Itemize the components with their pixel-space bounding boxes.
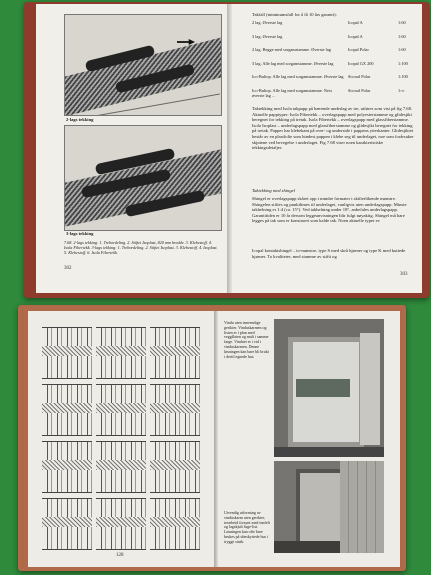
construction-detail-drawing [150, 441, 200, 493]
construction-drawing-row [42, 325, 204, 383]
caption-window-exterior: Utvendig utforming av vinduskarm uten gerikter, trearbeid forsynt med innfelt og lagskjult fuge-list. Løsningen kan ofte bare brukes på ubeskyttede hus i trygge strøk. [224, 511, 270, 544]
row-gradient: 1:∞ [398, 87, 405, 93]
row-description: 3 lag. Øverste lag [252, 33, 283, 39]
row-description: Ico-Bultop. Alle lag med sorgamstamme. Øverste lag [252, 74, 344, 79]
gradient-table [252, 20, 414, 102]
caption-window-interior: Vindu uten innvendige gerikter. Vinduskarmen og listen er i plan med veggflaten og malt i samme farge. Vinduet er i vid i vinduskarmen. Denne løsningen kan bare bli brukt i dertil egnede hus. [224, 321, 269, 359]
paragraph-1: Taktekking med Isola takpapp på bærende underlag av tre, utføres som vist på fig 7.68. Aktuelle papptyper: Isola Fibertekk – overlagspapp med polyesterstamme og glidesjikt beregnet for tekking på tretak. Isola Fibertekk – overlagspapp med glassfiberstamme. Isola Isoplast – underlagspapp med glassfiberstamme og glidesjikt beregnet for tekking på tretak. Papper har klebekant på over- og underside i pappens ytterkanter. Glidesjiktet består av en plastfolie som bindest pappen i klebe seg til underlaget, noe som forårsaker skjøtene ved bevegelse i underlaget. Fig 7.68 viser noen karakteristiske tekkingsdetaljer. [252, 106, 414, 151]
construction-detail-drawing [150, 498, 200, 550]
page-number-302: 302 [64, 266, 72, 271]
window-interior-photo [274, 319, 384, 457]
row-gradient: 1:100 [398, 60, 408, 66]
construction-drawing-row [42, 439, 204, 497]
page-number-303: 303 [400, 272, 408, 277]
construction-detail-drawing [42, 327, 92, 379]
row-description: 2 lag. Begge med sorgamstamme. Øverste lag [252, 47, 331, 52]
gradient-table-row [252, 61, 414, 74]
two-layer-caption: 2-lags tekking [66, 117, 94, 122]
bottom-book [18, 305, 406, 571]
construction-detail-drawing [42, 498, 92, 550]
row-product: Icopal GX 200 [348, 60, 374, 66]
row-product: Sicoral Polar [348, 87, 371, 93]
construction-detail-drawing [96, 498, 146, 550]
three-layer-caption: 3-lags tekking [66, 231, 94, 236]
page-number-128: 128 [116, 553, 124, 558]
gradient-table-row [252, 88, 414, 101]
row-description: Ico-Bultop. Alle lag med sorgamstamme. Nest øverste lag ... [252, 87, 332, 98]
row-product: Icopal A [348, 20, 363, 25]
construction-detail-drawing [96, 384, 146, 436]
row-product: Icopal A [348, 33, 363, 39]
wall-construction-drawings [42, 325, 204, 557]
row-gradient: 1:60 [398, 20, 406, 25]
paragraph-2: Shingel er overlagspapp skåret opp i mindre formater i skifterlikende mønstre. Shingelen stiftes og punktlimes til underlaget, vanligvis uten underlagspapp. Minste takhelning er 1:4 (ca. 15°). Ved takhelning under 18°, anbefales underlagspapp. Garantitiden er 10 år dersom leggeanvisningen blir fulgt nøyaktig. Shingel må bare legges på tak som er konstruert som kalde tak. Noen aktuelle typer er: [252, 196, 407, 224]
figure-caption: 7.68. 2-lags tekking: 1. Trebordeling. 2. Stiftet Isoplast, 820 mm bredde. 3. Klebestoff. 4. Isola Fibertekk. 3-lags tekking: 1. Trebordeling. 2. Stiftet Isoplast. 3. Klebestoff. 4. Isoplast. 5. Klebestoff. 6. Isola Fibertekk. [64, 240, 218, 255]
row-description: 2 lag. Øverste lag [252, 20, 283, 25]
row-gradient: 1:100 [398, 74, 408, 79]
three-layer-roofing-illustration [64, 125, 222, 231]
gradient-table-header: Takfall (minimumsfall for å få 10 års garanti): [252, 12, 337, 17]
construction-detail-drawing [96, 441, 146, 493]
construction-detail-drawing [150, 327, 200, 379]
gradient-table-row [252, 74, 414, 87]
window-exterior-photo [274, 461, 384, 553]
paragraph-3: Icopal kontaktshingel – to-mønstre, type S med skrå hjørner og type K med kuttede hjørner. To kvaliteter, med stamme av stiftt og [252, 248, 406, 259]
construction-drawing-row [42, 496, 204, 554]
row-description: 3 lag. Alle lag med sorgamstamme. Øverste lag [252, 60, 334, 66]
top-right-page [232, 4, 422, 293]
row-product: Icopal Polar [348, 47, 369, 52]
construction-detail-drawing [150, 384, 200, 436]
construction-drawing-row [42, 382, 204, 440]
bottom-right-page [218, 311, 400, 567]
row-product: Sicoral Polar [348, 74, 371, 79]
construction-detail-drawing [42, 441, 92, 493]
gradient-table-row [252, 34, 414, 47]
construction-detail-drawing [42, 384, 92, 436]
construction-detail-drawing [96, 327, 146, 379]
row-gradient: 1:60 [398, 33, 406, 39]
two-layer-roofing-illustration [64, 14, 222, 116]
gradient-table-row [252, 47, 414, 60]
bottom-left-page [28, 311, 214, 567]
shingle-subheading: Taktekking med shingel [252, 188, 295, 193]
top-left-page [36, 4, 228, 293]
row-gradient: 1:60 [398, 47, 406, 52]
gradient-table-row [252, 20, 414, 33]
top-book [24, 2, 429, 298]
